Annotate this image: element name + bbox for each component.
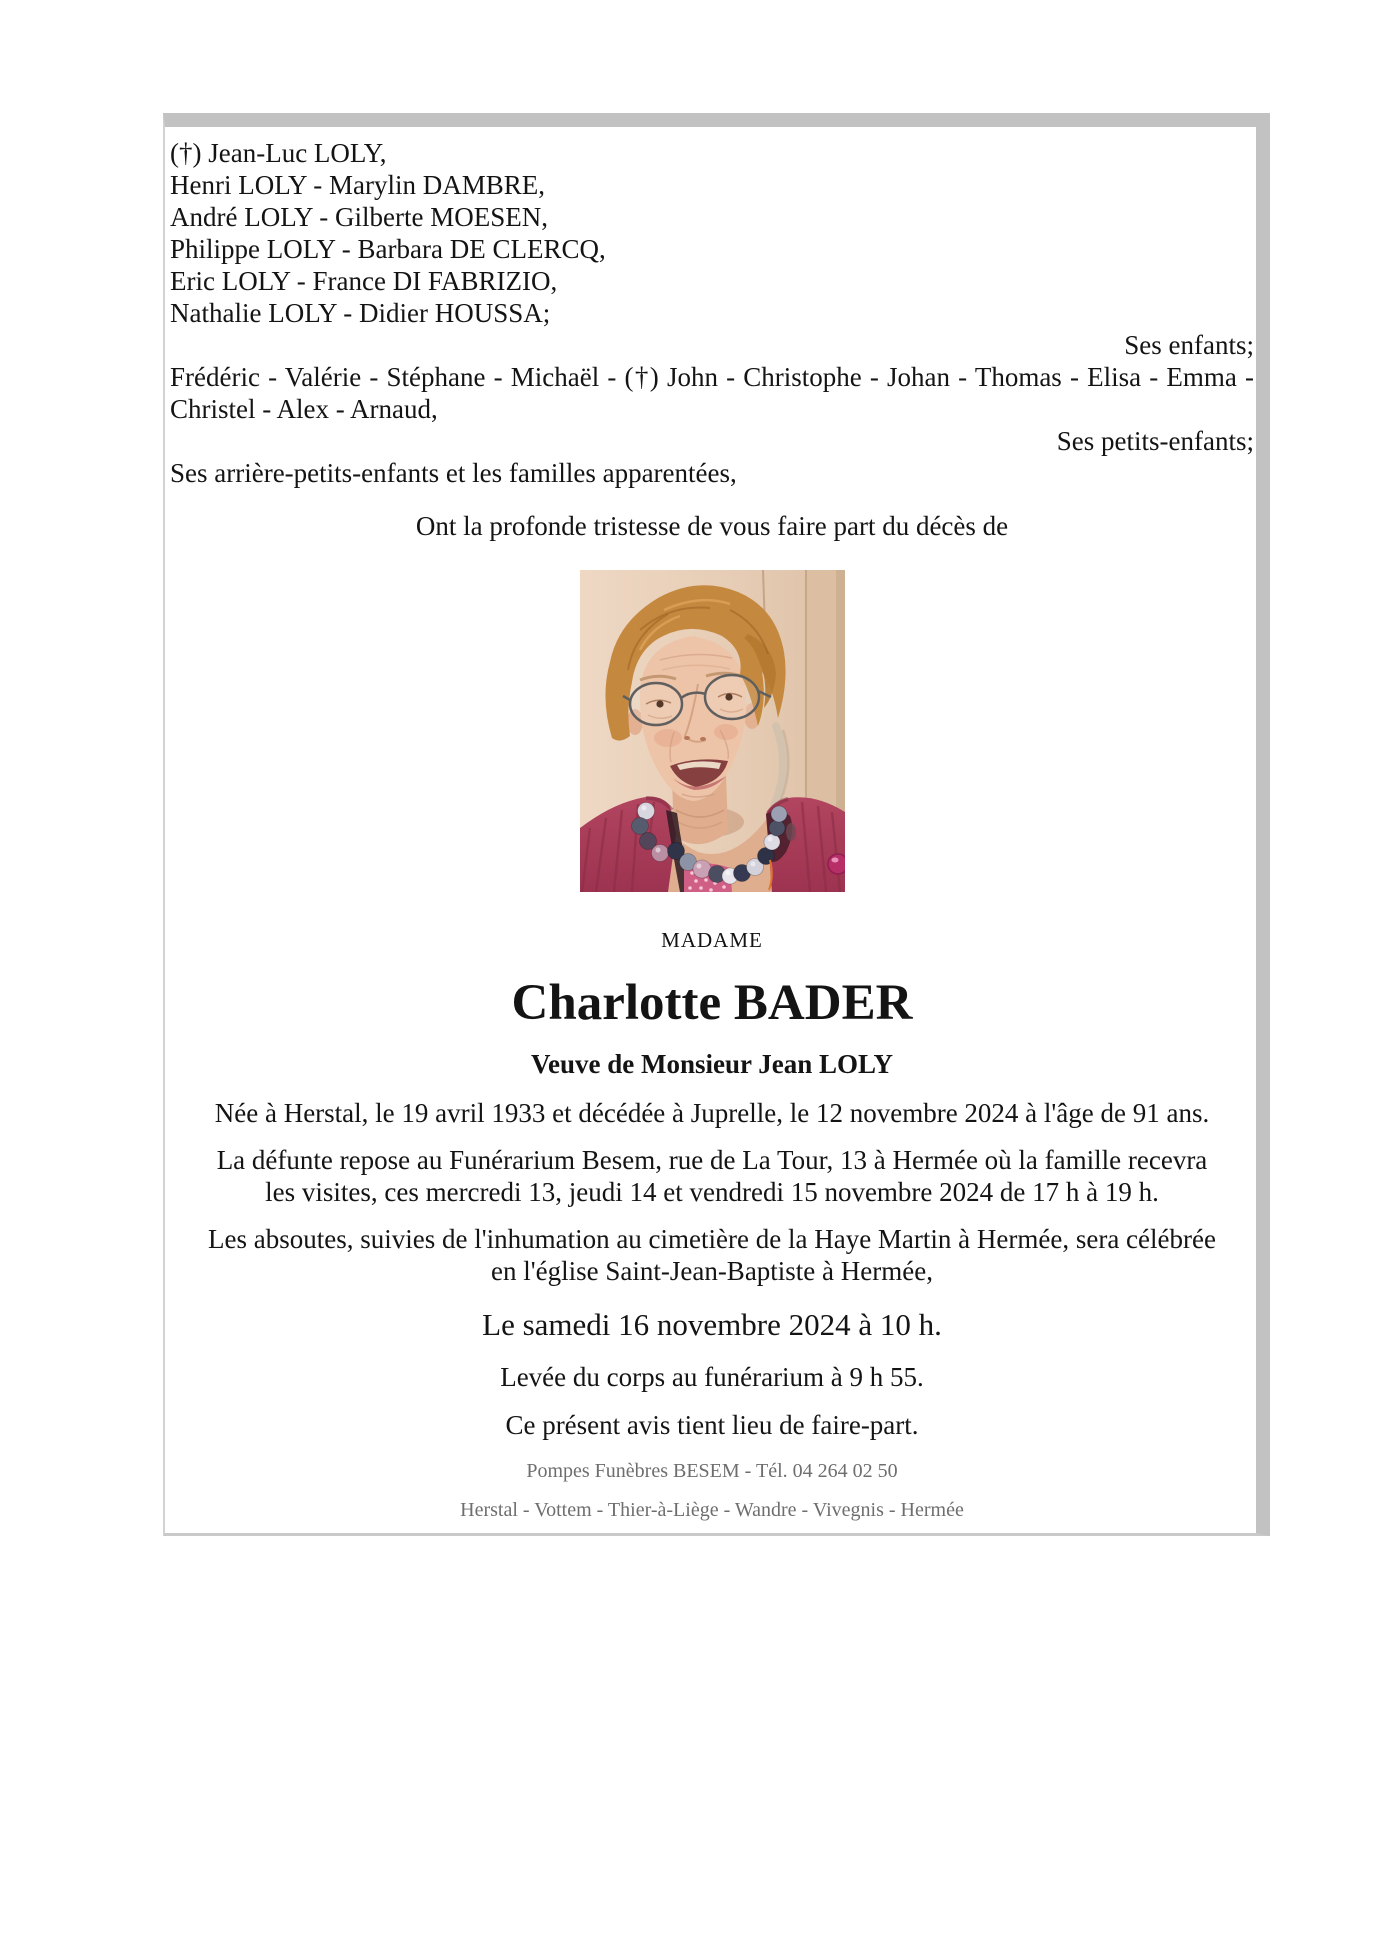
family-name-line: Henri LOLY - Marylin DAMBRE, [170,170,545,200]
family-name-line: (†) Jean-Luc LOLY, [170,138,387,168]
funeral-home-line: Pompes Funèbres BESEM - Tél. 04 264 02 50 [526,1460,898,1482]
notice-line: Ce présent avis tient lieu de faire-part. [505,1410,919,1440]
locations-line: Herstal - Vottem - Thier-à-Liège - Wandre - Vivegnis - Hermée [460,1499,964,1521]
grandchildren-label: Ses petits-enfants; [1056,426,1254,456]
family-name-line: Nathalie LOLY - Didier HOUSSA; [170,298,551,328]
great-grandchildren-line: Ses arrière-petits-enfants et les familles apparentées, [170,458,737,488]
family-name-line: Eric LOLY - France DI FABRIZIO, [170,266,558,296]
honorific: MADAME [661,928,763,952]
children-label: Ses enfants; [1124,330,1254,360]
announcement-page [163,113,1270,1536]
service-line: Les absoutes, suivies de l'inhumation au cimetière de la Haye Martin à Hermée, sera célébrée [208,1224,1216,1254]
service-line: en l'église Saint-Jean-Baptiste à Hermée, [491,1256,933,1286]
portrait-photo-illustration [580,570,845,892]
photo-brooch [828,854,845,874]
family-name-line: Philippe LOLY - Barbara DE CLERCQ, [170,234,606,264]
birth-death-line: Née à Herstal, le 19 avril 1933 et décédée à Juprelle, le 12 novembre 2024 à l'âge de 91 ans. [214,1098,1210,1128]
repose-line: les visites, ces mercredi 13, jeudi 14 et vendredi 15 novembre 2024 de 17 h à 19 h. [265,1177,1159,1207]
repose-paragraph [170,1144,1254,1208]
grandchildren-names: Frédéric - Valérie - Stéphane - Michaël - (†) John - Christophe - Johan - Thomas - Elisa - Emma - Christel - Alex - Arnaud, [170,362,1254,424]
deceased-name: Charlotte BADER [511,975,913,1031]
portrait-photo [580,570,845,892]
family-names [170,137,1254,329]
levee-line: Levée du corps au funérarium à 9 h 55. [500,1362,924,1392]
widow-line: Veuve de Monsieur Jean LOLY [530,1049,894,1079]
family-name-line: André LOLY - Gilberte MOESEN, [170,202,548,232]
repose-line: La défunte repose au Funérarium Besem, rue de La Tour, 13 à Hermée où la famille recevra [216,1145,1208,1175]
intro-line: Ont la profonde tristesse de vous faire part du décès de [415,511,1009,541]
service-paragraph [170,1223,1254,1287]
ceremony-date-line: Le samedi 16 novembre 2024 à 10 h. [482,1307,942,1342]
announcement-content [165,127,1256,1533]
